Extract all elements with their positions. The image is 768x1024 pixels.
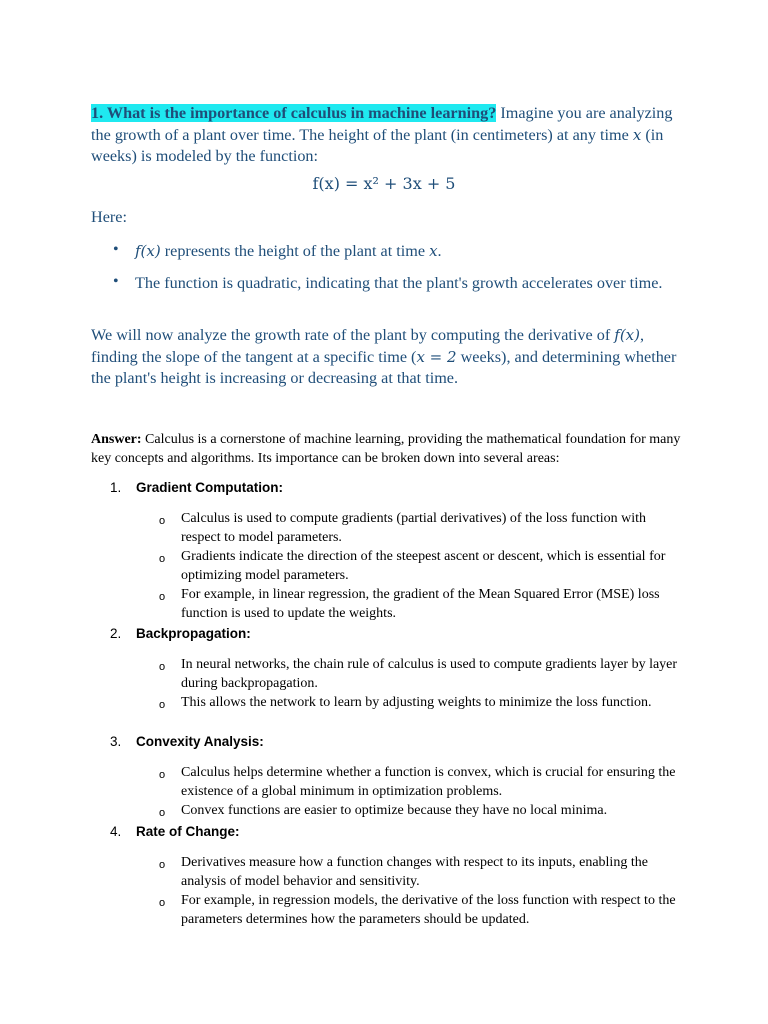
function-formula: f(x) = x² + 3x + 5 [312,174,456,193]
list-item: Gradients indicate the direction of the steepest ascent or descent, which is essential for optimizing model parameters. [181,549,666,583]
circle-bullet: o [159,859,166,871]
section-number: 2. [110,626,122,641]
bullet-text-end: . [437,242,442,260]
circle-bullet: o [159,769,166,781]
section-number: 1. [110,480,122,495]
section-title: Gradient Computation: [136,480,283,495]
section-number: 3. [110,734,122,749]
answer-intro [91,431,681,468]
list-item: For example, in regression models, the derivative of the loss function with respect to the parameters determines how the parameters should be updated. [181,893,676,927]
list-item: For example, in linear regression, the gradient of the Mean Squared Error (MSE) loss function is used to update the weights. [181,587,660,621]
answer-label: Answer: [91,432,142,447]
question-intro-b: (in weeks) is modeled by the function: [91,125,664,165]
question-bullet-1 [135,241,680,263]
list-item: Calculus is used to compute gradients (partial derivatives) of the loss function with respect to model parameters. [181,511,647,545]
math-x-equals-2: x = 2 [416,347,457,366]
question-final-paragraph [91,325,681,390]
question-var-x: x [632,125,642,144]
question-paragraph [91,103,681,168]
circle-bullet: o [159,591,166,603]
section-title: Backpropagation: [136,626,251,641]
circle-bullet: o [159,699,166,711]
question-bullet-2: The function is quadratic, indicating that the plant's growth accelerates over time. [135,274,663,292]
list-item: In neural networks, the chain rule of calculus is used to compute gradients layer by layer during backpropagation. [181,657,678,691]
circle-bullet: o [159,897,166,909]
math-fx: f(x) [614,326,640,344]
list-item: Convex functions are easier to optimize because they have no local minima. [181,803,608,818]
section-number: 4. [110,824,122,839]
final-text-b: , finding the slope of the tangent at a specific time ( [91,326,645,366]
question-intro-a: Imagine you are analyzing the growth of a plant over time. The height of the plant (in centimeters) at any time [91,104,673,144]
section-title: Rate of Change: [136,824,240,839]
math-x: x [429,242,438,260]
math-fx: f(x) [135,242,161,260]
circle-bullet: o [159,661,166,673]
answer-intro-text: Calculus is a cornerstone of machine learning, providing the mathematical foundation for many key concepts and algorithms. Its importance can be broken down into several areas: [91,432,681,466]
circle-bullet: o [159,807,166,819]
question-title-highlight: 1. What is the importance of calculus in machine learning? [91,104,497,122]
circle-bullet: o [159,553,166,565]
bullet-text: represents the height of the plant at time [160,242,430,260]
list-item: Derivatives measure how a function changes with respect to its inputs, enabling the analysis of model behavior and sensitivity. [181,855,648,889]
final-text-c: weeks), and determining whether the plant's height is increasing or decreasing at that time. [91,347,677,387]
section-title: Convexity Analysis: [136,734,264,749]
here-label: Here: [91,208,127,226]
bullet-dot: • [113,273,119,290]
final-text-a: We will now analyze the growth rate of the plant by computing the derivative of [91,326,615,344]
list-item: Calculus helps determine whether a function is convex, which is crucial for ensuring the existence of a global minimum in optimization problems. [181,765,676,799]
circle-bullet: o [159,515,166,527]
list-item: This allows the network to learn by adjusting weights to minimize the loss function. [181,695,652,710]
bullet-dot: • [113,241,119,258]
